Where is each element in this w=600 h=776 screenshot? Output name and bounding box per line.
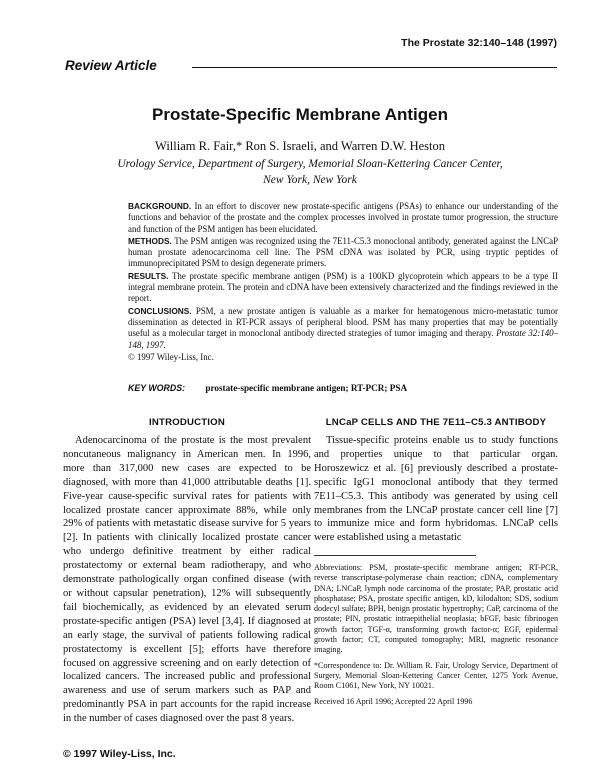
lncap-heading: LNCaP CELLS AND THE 7E11–C5.3 ANTIBODY (325, 417, 547, 428)
abstract-background-head: BACKGROUND. (128, 201, 192, 211)
abstract-background (128, 201, 558, 235)
keywords-label: KEY WORDS: (128, 383, 186, 393)
footnote-correspondence: *Correspondence to: Dr. William R. Fair, Urology Service, Department of Surgery, Memorial Sloan-Kettering Cancer Center, 1275 York Avenue, Room C1061, New York, NY 10021. (314, 660, 558, 691)
abstract-background-text: In an effort to discover new prostate-specific antigens (PSAs) to enhance our understanding of the functions and behavior of the prostate and the complex processes involved in prostate tumor progression, the structure and function of the PSM antigen has been elucidated. (128, 201, 559, 234)
footnote-abbreviations: Abbreviations: PSM, prostate-specific membrane antigen; RT-PCR, reverse transcriptase-polymerase chain reaction; cDNA, complementary DNA; LNCaP, lymph node carcinoma of the prostate; PAP, prostatic acid phosphatase; PSA, prostate specific antigen, kD, kilodalton; SDS, sodium dodecyl sulfate; BPH, benign prostatic hypertrophy; CaP, carcinoma of the prostate; PIN, prostatic intraepithelial neoplasia; bFGF, basic fibrinogen growth factor; TGF-α, transforming growth factor-α; EGF, epidermal growth factor; CT, computed tomography; MRI, magnetic resonance imaging. (314, 563, 558, 655)
lncap-body: Tissue-specific proteins enable us to study functions and properties unique to that particular organ. Horoszewicz et al. [6] previously described a prostate-specific IgG1 monoclonal antibody that they termed 7E11–C5.3. This antibody was generated by using cell membranes from the LNCaP prostate cancer cell line [7] to immunize mice and form hybridomas. LNCaP cells were established using a metastatic (314, 435, 558, 544)
abstract-methods-text: The PSM antigen was recognized using the 7E11-C5.3 monoclonal antibody, generated against the LNCaP human prostate adenocarcinoma cell line. The PSM cDNA was isolated by PCR, using tryptic peptides of immunoprecipitated PSM to design degenerate primers. (128, 235, 558, 269)
journal-header: The Prostate 32:140–148 (1997) (401, 37, 557, 49)
section-label: Review Article (65, 58, 157, 73)
abstract (128, 201, 558, 364)
introduction-body: Adenocarcinoma of the prostate is the most prevalent noncutaneous malignancy in American men. In 1996, more than 317,000 new cases are expected to be diagnosed, with more than 41,000 attributable deaths [1]. Five-year cause-specific survival rates for patients with localized prostate cancer approximate 88%, while only 29% of patients with metastatic disease survive for 5 years [2]. In patients with clinically localized prostate cancer who undergo definitive treatment by either radical prostatectomy or external beam radiotherapy, and who demonstrate pathologically organ confined disease (with or without capsular penetration), 12% will subsequently fail biochemically, as evidenced by an elevated serum prostate-specific antigen (PSA) level [3,4]. If diagnosed at an early stage, the survival of patients following radical prostatectomy is excellent [5]; efforts have therefore focused on aggressive screening and on early detection of localized cancers. The increased public and professional awareness and use of serum markers such as PAP and predominantly PSA in part accounts for the rapid increase in the number of cases diagnosed over the past 8 years. (63, 435, 311, 725)
abstract-conclusions-text: PSM, a new prostate antigen is valuable as a marker for hematogenous micro-metastatic tumor dissemination as detected in RT-PCR assays of peripheral blood. PSM has many properties that may be potentially useful as a molecular target in monoclonal antibody directed strategies of tumor imaging and therapy. (128, 305, 558, 339)
footnote-received: Received 16 April 1996; Accepted 22 April 1996 (314, 696, 473, 706)
abstract-conclusions (128, 306, 558, 351)
keywords-text: prostate-specific membrane antigen; RT-PCR; PSA (205, 383, 408, 393)
footnote-rule (314, 555, 476, 556)
abstract-methods-head: METHODS. (128, 235, 172, 246)
abstract-results-text: The prostate specific membrane antigen (PSM) is a 100KD glycoprotein which appears to be a type II integral membrane protein. The protein and cDNA have been extensively characterized and the findings reviewed in the report. (128, 270, 558, 304)
section-rule (192, 67, 557, 68)
authors: William R. Fair,* Ron S. Israeli, and Warren D.W. Heston (155, 139, 445, 153)
abstract-conclusions-head: CONCLUSIONS. (128, 305, 192, 316)
copyright-footer: © 1997 Wiley-Liss, Inc. (63, 748, 176, 760)
affiliation: Urology Service, Department of Surgery, Memorial Sloan-Kettering Cancer Center, New York, New York (117, 158, 503, 186)
footnotes (314, 563, 558, 712)
paper-title: Prostate-Specific Membrane Antigen (152, 105, 448, 124)
keywords (128, 383, 407, 393)
abstract-results (128, 271, 558, 305)
abstract-citation: Prostate 32:140–148, 1997. (128, 328, 559, 350)
abstract-copyright: © 1997 Wiley-Liss, Inc. (128, 351, 214, 362)
abstract-results-head: RESULTS. (128, 270, 169, 281)
introduction-heading: INTRODUCTION (149, 417, 225, 428)
abstract-methods (128, 236, 558, 270)
